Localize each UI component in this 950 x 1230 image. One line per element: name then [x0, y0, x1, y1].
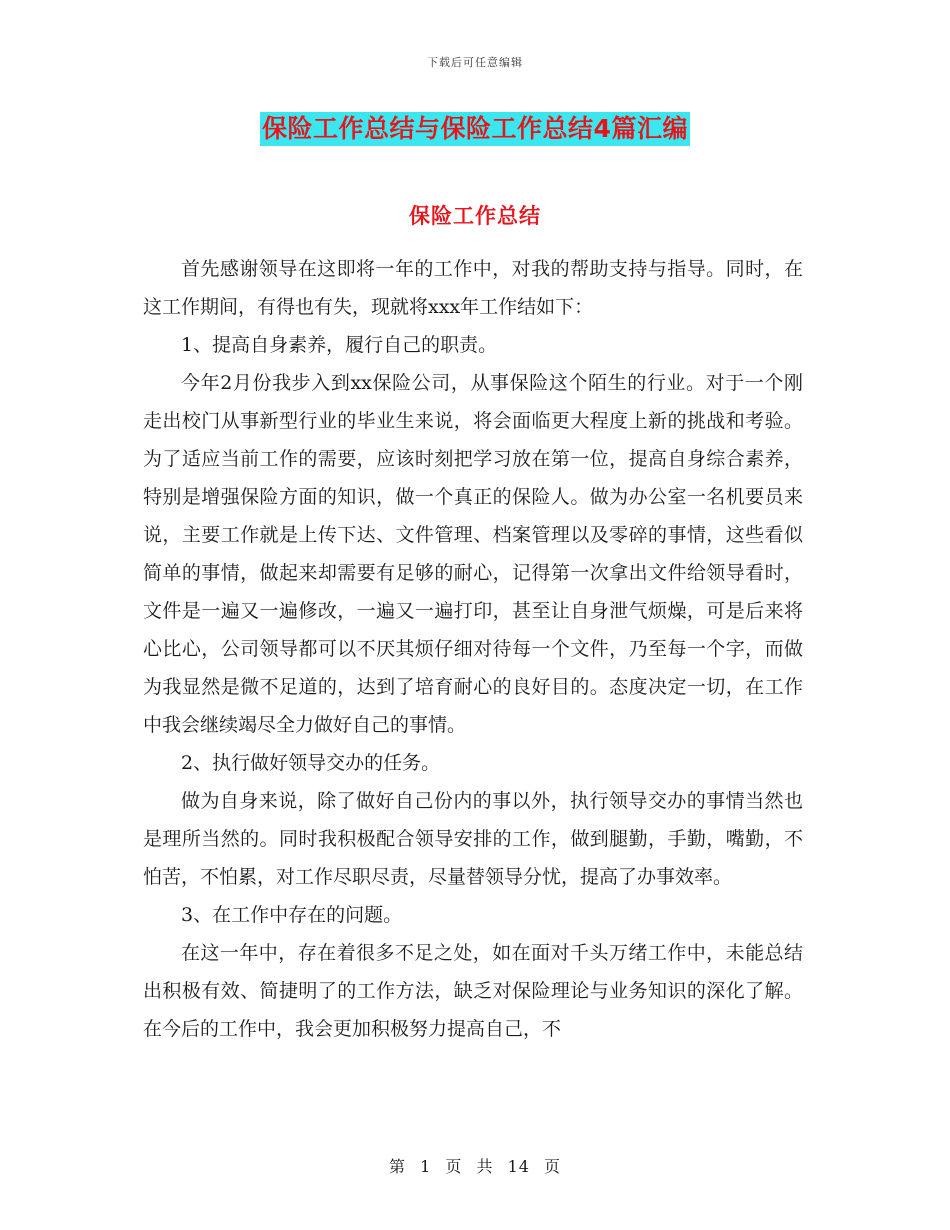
paragraph: 首先感谢领导在这即将一年的工作中，对我的帮助支持与指导。同时，在这工作期间，有得也有失，现就将xxx年工作结如下：	[143, 258, 803, 318]
document-body	[143, 250, 803, 1048]
paragraph: 做为自身来说，除了做好自己份内的事以外，执行领导交办的事情当然也是理所当然的。同时我积极配合领导安排的工作，做到腿勤，手勤，嘴勤，不怕苦，不怕累，对工作尽职尽责，尽量替领导分忧，提高了办事效率。	[143, 790, 803, 888]
document-title: 保险工作总结与保险工作总结4篇汇编	[260, 112, 690, 146]
document-title-container	[0, 112, 950, 146]
section-title: 保险工作总结	[409, 204, 541, 228]
page-number: 1	[420, 1157, 432, 1176]
paragraph: 今年2月份我步入到xx保险公司，从事保险这个陌生的行业。对于一个刚走出校门从事新型行业的毕业生来说，将会面临更大程度上新的挑战和考验。为了适应当前工作的需要，应该时刻把学习放在第一位，提高自身综合素养，特别是增强保险方面的知识，做一个真正的保险人。做为办公室一名机要员来说，主要工作就是上传下达、文件管理、档案管理以及零碎的事情，这些看似简单的事情，做起来却需要有足够的耐心，记得第一次拿出文件给领导看时，文件是一遍又一遍修改，一遍又一遍打印，甚至让自身泄气烦燥，可是后来将心比心，公司领导都可以不厌其烦仔细对待每一个文件，乃至每一个字，而做为我显然是微不足道的，达到了培育耐心的良好目的。态度决定一切，在工作中我会继续竭尽全力做好自己的事情。	[143, 372, 803, 736]
page-label-suffix: 页	[544, 1157, 562, 1176]
paragraph: 3、在工作中存在的问题。	[181, 904, 403, 926]
paragraph: 1、提高自身素养，履行自己的职责。	[181, 334, 498, 356]
header-note: 下载后可任意编辑	[427, 56, 523, 69]
total-pages: 14	[507, 1157, 530, 1176]
page-label-mid: 页	[445, 1157, 463, 1176]
page-footer	[0, 1154, 950, 1177]
page-label-prefix: 第	[388, 1157, 406, 1176]
paragraph: 2、执行做好领导交办的任务。	[181, 752, 441, 774]
total-prefix: 共	[476, 1157, 494, 1176]
paragraph: 在这一年中，存在着很多不足之处，如在面对千头万绪工作中，未能总结出积极有效、简捷明了的工作方法，缺乏对保险理论与业务知识的深化了解。在今后的工作中，我会更加积极努力提高自己，不	[143, 942, 803, 1040]
